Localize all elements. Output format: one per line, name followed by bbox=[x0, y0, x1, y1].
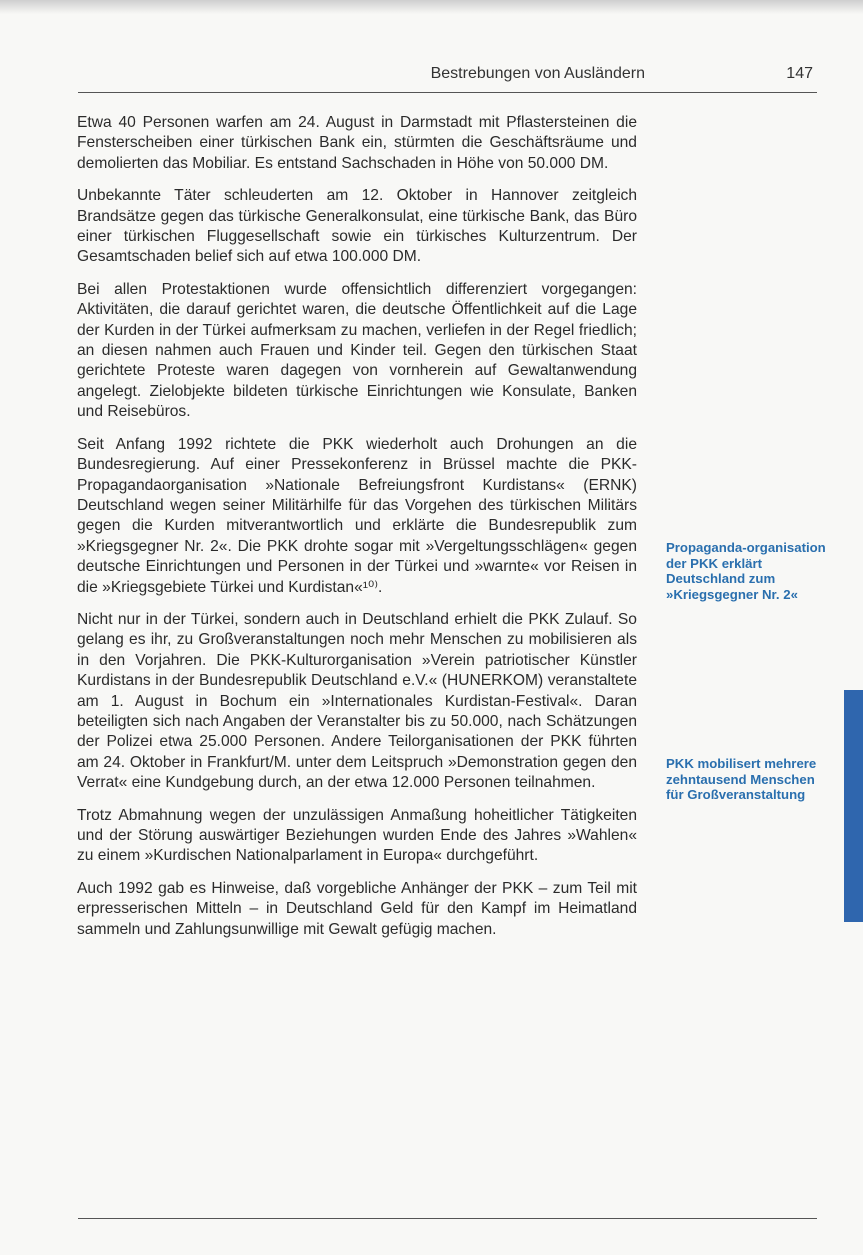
paragraph-darmstadt: Etwa 40 Personen warfen am 24. August in Darmstadt mit Pflastersteinen die Fensterscheiben einer türkischen Bank ein, stürmten die Geschäftsräume und demolierten das Mobiliar. Es entstand Sachschaden in Höhe von 50.000 DM. bbox=[77, 114, 637, 172]
chapter-thumb-tab bbox=[844, 690, 863, 922]
paragraph-wahlen: Trotz Abmahnung wegen der unzulässigen Anmaßung hoheitlicher Tätigkeiten und der Störung auswärtiger Beziehungen wurden Ende des Jahres »Wahlen« zu einem »Kurdischen Nationalparlament in Europa« durchgeführt. bbox=[77, 806, 637, 865]
main-text-column bbox=[77, 113, 637, 952]
paragraph-geldsammlung: Auch 1992 gab es Hinweise, daß vorgebliche Anhänger der PKK – zum Teil mit erpresserischen Mitteln – in Deutschland Geld für den Kampf im Heimatland sammeln und Zahlungsunwillige mit Gewalt gefügig machen. bbox=[77, 879, 637, 938]
paragraph-protestaktionen: Bei allen Protestaktionen wurde offensichtlich differenziert vorgegangen: Aktivitäten, die darauf gerichtet waren, die deutsche Öffentlichkeit auf die Lage der Kurden in der Türkei aufmerksam zu machen, verliefen in der Regel friedlich; an diesen nahmen auch Frauen und Kinder teil. Gegen den türkischen Staat gerichtete Proteste waren dagegen von vornherein auf Gewaltanwendung angelegt. Zielobjekte bildeten türkische Einrichtungen wie Konsulate, Banken und Reisebüros. bbox=[77, 280, 637, 421]
paragraph-zulauf: Nicht nur in der Türkei, sondern auch in Deutschland erhielt die PKK Zulauf. So gelang es ihr, zu Großveranstaltungen noch mehr Menschen zu mobilisieren als in den Vorjahren. Die PKK-Kulturorganisation »Verein patriotischer Künstler Kurdistans in der Bundesrepublik Deutschland e.V.« (HUNERKOM) veranstaltete am 1. August in Bochum ein »Internationales Kurdistan-Festival«. Daran beteiligten sich nach Angaben der Veranstalter bis zu 50.000, nach Schätzungen der Polizei etwa 25.000 Personen. Andere Teilorganisationen der PKK führten am 24. Oktober in Frankfurt/M. unter dem Leitspruch »Demonstration gegen den Verrat« eine Kundgebung durch, an der etwa 12.000 Personen teilnahmen. bbox=[77, 610, 637, 792]
margin-note-kriegsgegner: Propaganda-organisation der PKK erklärt Deutschland zum »Kriegsgegner Nr. 2« bbox=[666, 540, 826, 602]
running-header bbox=[78, 62, 817, 93]
page-number: 147 bbox=[786, 65, 813, 82]
page-top-shadow bbox=[0, 0, 863, 14]
paragraph-drohungen: Seit Anfang 1992 richtete die PKK wiederholt auch Drohungen an die Bundesregierung. Auf einer Pressekonferenz in Brüssel machte die PKK-Propagandaorganisation »Nationale Befreiungsfront Kurdistans« (ERNK) Deutschland wegen seiner Militärhilfe für das Vorgehen des türkischen Militärs gegen die Kurden mitverantwortlich und erklärte die Bundesrepublik zum »Kriegsgegner Nr. 2«. Die PKK drohte sogar mit »Vergeltungsschlägen« gegen deutsche Einrichtungen und Personen in der Türkei und »warnte« vor Reisen in die »Kriegsgebiete Türkei und Kurdistan«¹⁰⁾. bbox=[77, 435, 637, 596]
bottom-rule bbox=[78, 1218, 817, 1219]
margin-note-mobilisierung: PKK mobilisert mehrere zehntausend Menschen für Großveranstaltung bbox=[666, 756, 817, 803]
paragraph-hannover: Unbekannte Täter schleuderten am 12. Oktober in Hannover zeitgleich Brandsätze gegen das türkische Generalkonsulat, eine türkische Bank, das Büro einer türkischen Fluggesellschaft sowie ein türkisches Kulturzentrum. Der Gesamtschaden belief sich auf etwa 100.000 DM. bbox=[77, 187, 637, 266]
running-title: Bestrebungen von Ausländern bbox=[430, 65, 645, 82]
